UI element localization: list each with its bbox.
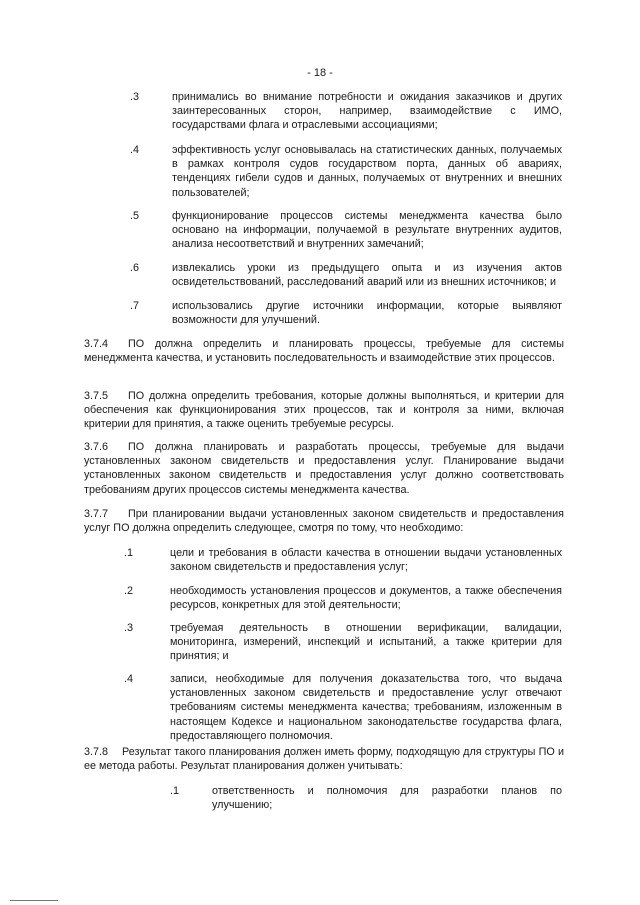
list-item-text: записи, необходимые для получения доказательства того, что выдача установленных законом свидетельств и предоставление услуг отвечают требованиям системы менеджмента качества; требованиям, изложенным в настоящем Кодексе и национальном законодательстве государства флага, предоставляющего полномочия.: [170, 673, 562, 742]
list-item-text: ответственность и полномочия для разработки планов по улучшению;: [212, 785, 562, 812]
paragraph-number: 3.7.5: [84, 390, 109, 402]
list-item-text: цели и требования в области качества в отношении выдачи установленных законом свидетельств и предоставления услуг;: [170, 547, 562, 574]
list-item-number: .2: [124, 585, 134, 597]
list-item-number: .6: [130, 262, 140, 274]
list-item-text: функционирование процессов системы менеджмента качества было основано на информации, получаемой в результате внутренних аудитов, анализа несоответствий и внутренних замечаний;: [172, 210, 562, 251]
paragraph-text: При планировании выдачи установленных законом свидетельств и предоставления услуг ПО должна определить следующее, смотря по тому, что необходимо:: [84, 508, 564, 535]
list-item-text: необходимость установления процессов и документов, а также обеспечения ресурсов, конкретных для этой деятельности;: [170, 585, 562, 612]
list-item-text: эффективность услуг основывалась на статистических данных, получаемых в рамках контроля судов государством порта, данных об авариях, тенденциях гибели судов и данных, получаемых от внутренних и внешних пользователей;: [172, 144, 562, 199]
paragraph-number: 3.7.8: [84, 746, 109, 758]
paragraph: [84, 507, 564, 535]
list-item-number: .5: [130, 210, 140, 222]
paragraph-number: 3.7.6: [84, 441, 109, 453]
list-item-text: извлекались уроки из предыдущего опыта и из изучения актов освидетельствований, расследований аварий или из внешних источников; и: [172, 262, 562, 289]
page-number: - 18 -: [307, 67, 333, 79]
list-item-number: .1: [170, 785, 180, 797]
paragraph-text: ПО должна планировать и разработать процессы, требуемые для выдачи установленных законом свидетельств и предоставления услуг. Планирование выдачи установленных законом свидетельств и предоставления услуг должно соответствовать требованиям других процессов системы менеджмента качества.: [84, 441, 564, 496]
list-item-number: .4: [130, 144, 140, 156]
list-item-text: принимались во внимание потребности и ожидания заказчиков и других заинтересованных сторон, например, взаимодействие с ИМО, государствами флага и отраслевыми ассоциациями;: [172, 91, 562, 132]
list-item-text: требуемая деятельность в отношении верификации, валидации, мониторинга, измерений, инспекций и испытаний, а также критерии для принятия; и: [170, 622, 562, 663]
list-item-number: .3: [124, 622, 134, 634]
footnote-divider: [10, 900, 58, 901]
paragraph-text: Результат такого планирования должен иметь форму, подходящую для структуры ПО и ее метода работы. Результат планирования должен учитывать:: [84, 746, 564, 773]
paragraph: [84, 337, 564, 365]
list-item-number: .3: [130, 91, 140, 103]
list-item-text: использовались другие источники информации, которые выявляют возможности для улучшений.: [172, 300, 562, 327]
paragraph-number: 3.7.4: [84, 338, 109, 350]
paragraph-text: ПО должна определить требования, которые должны выполняться, и критерии для обеспечения как функционирования этих процессов, так и контроля за ними, включая критерии для принятия, а также оценить требуемые ресурсы.: [84, 390, 564, 431]
paragraph-text: ПО должна определить и планировать процессы, требуемые для системы менеджмента качества, и установить последовательность и взаимодействие этих процессов.: [84, 338, 564, 365]
paragraph: [84, 745, 564, 773]
list-item-number: .4: [124, 673, 134, 685]
paragraph: [84, 389, 564, 432]
list-item-number: .7: [130, 300, 140, 312]
list-item-number: .1: [124, 547, 134, 559]
paragraph-number: 3.7.7: [84, 508, 109, 520]
paragraph: [84, 440, 564, 497]
